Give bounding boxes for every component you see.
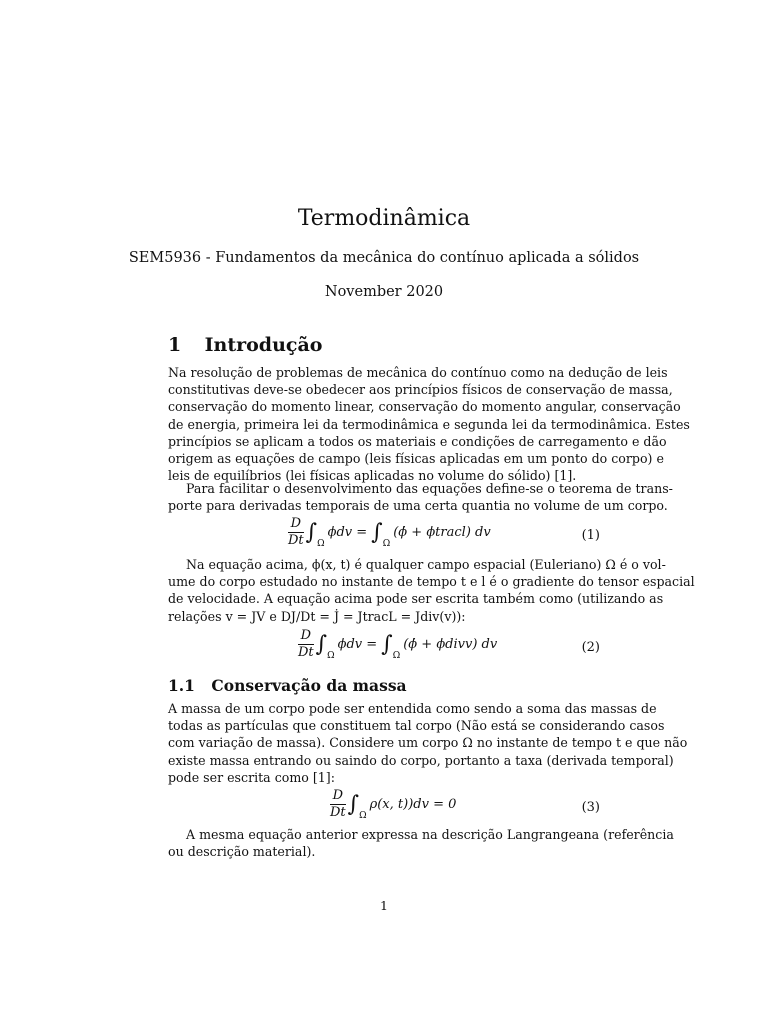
paragraph-lagrangian xyxy=(168,826,674,860)
document-title: Termodinâmica xyxy=(297,206,471,231)
text-line: origem as equações de campo (leis físicas aplicadas em um ponto do corpo) e xyxy=(168,451,664,467)
equation-1 xyxy=(168,516,600,556)
fraction-numerator: D xyxy=(332,788,344,803)
text-line: A massa de um corpo pode ser entendida como sendo a soma das massas de xyxy=(168,701,657,716)
equation-number: (3) xyxy=(581,800,600,815)
document-subtitle: SEM5936 - Fundamentos da mecânica do contínuo aplicada a sólidos xyxy=(128,250,640,266)
fraction-numerator: D xyxy=(290,516,302,531)
text-line: com variação de massa). Considere um corpo Ω no instante de tempo t e que não xyxy=(168,735,688,751)
text-line: porte para derivadas temporais de uma certa quantia no volume de um corpo. xyxy=(168,498,668,514)
section-title: Conservação da massa xyxy=(211,676,407,695)
equation-number: (1) xyxy=(581,528,600,543)
fraction-denominator: Dt xyxy=(330,805,346,820)
paragraph-transport-theorem xyxy=(168,480,673,514)
section-title: Introdução xyxy=(204,334,323,356)
text-line: de velocidade. A equação acima pode ser escrita também como (utilizando as xyxy=(168,591,664,607)
integral-sign: ∫ xyxy=(347,792,360,817)
integral-domain: Ω xyxy=(327,651,335,661)
text-line: Para facilitar o desenvolvimento das equações define-se o teorema de trans- xyxy=(186,481,673,496)
page-number: 1 xyxy=(380,898,388,913)
text-line: ou descrição material). xyxy=(168,844,316,860)
text-line: existe massa entrando ou saindo do corpo, portanto a taxa (derivada temporal) xyxy=(168,752,674,768)
integral-sign: ∫ xyxy=(381,632,393,657)
text-line: relações v = JV e DJ/Dt = J̇ = JtracL = Jdiv(v)): xyxy=(168,608,466,624)
text-line: leis de equilíbrios (lei físicas aplicadas no volume do sólido) [1]. xyxy=(168,468,577,484)
text-line: todas as partículas que constituem tal corpo (Não está se considerando casos xyxy=(168,718,665,734)
section-heading-introducao xyxy=(168,334,322,356)
equation-rhs: (ϕ̇ + ϕdivv) dv xyxy=(403,637,498,652)
integral-sign: ∫ xyxy=(371,520,383,545)
text-line: pode ser escrita como [1]: xyxy=(168,769,335,785)
section-heading-conservacao-massa xyxy=(168,676,407,695)
text-line: conservação do momento linear, conservação do momento angular, conservação xyxy=(168,399,681,415)
equation-2 xyxy=(168,628,600,668)
section-number: 1 xyxy=(168,334,182,356)
paragraph-equation-explanation xyxy=(168,556,695,625)
integral-sign: ∫ xyxy=(315,632,328,657)
equation-rhs: (ϕ̇ + ϕtracl) dv xyxy=(393,525,491,540)
paragraph-mass-conservation xyxy=(168,700,688,786)
equation-lhs: ϕdv = xyxy=(327,525,368,540)
text-line: Na resolução de problemas de mecânica do contínuo como na dedução de leis xyxy=(168,365,668,380)
equation-lhs: ϕdv = xyxy=(337,637,378,652)
section-number: 1.1 xyxy=(168,676,195,695)
integral-domain: Ω xyxy=(317,539,325,549)
integral-domain: Ω xyxy=(359,811,367,821)
text-line: de energia, primeira lei da termodinâmica e segunda lei da termodinâmica. Estes xyxy=(168,416,690,432)
fraction-numerator: D xyxy=(300,628,312,643)
fraction-d-dt xyxy=(298,628,314,661)
equation-body xyxy=(286,516,491,549)
paragraph-intro xyxy=(168,364,690,484)
document-date: November 2020 xyxy=(324,284,444,300)
text-line: constitutivas deve-se obedecer aos princípios físicos de conservação de massa, xyxy=(168,382,673,398)
equation-body xyxy=(296,628,497,661)
integral-domain: Ω xyxy=(392,651,401,661)
fraction-denominator: Dt xyxy=(288,533,304,548)
text-line: A mesma equação anterior expressa na descrição Langrangeana (referência xyxy=(186,827,674,842)
fraction-d-dt xyxy=(330,788,346,821)
fraction-d-dt xyxy=(288,516,304,549)
text-line: ume do corpo estudado no instante de tempo t e l é o gradiente do tensor espacial xyxy=(168,574,695,590)
integral-sign: ∫ xyxy=(305,520,318,545)
equation-body-text: ρ(x, t))dv = 0 xyxy=(369,797,457,812)
text-line: Na equação acima, ϕ(x, t) é qualquer campo espacial (Euleriano) Ω é o vol- xyxy=(186,557,666,572)
equation-3 xyxy=(168,788,600,828)
text-line: princípios se aplicam a todos os materiais e condições de carregamento e dão xyxy=(168,433,667,449)
fraction-denominator: Dt xyxy=(298,645,314,660)
equation-number: (2) xyxy=(581,640,600,655)
equation-body xyxy=(328,788,456,821)
integral-domain: Ω xyxy=(382,539,391,549)
